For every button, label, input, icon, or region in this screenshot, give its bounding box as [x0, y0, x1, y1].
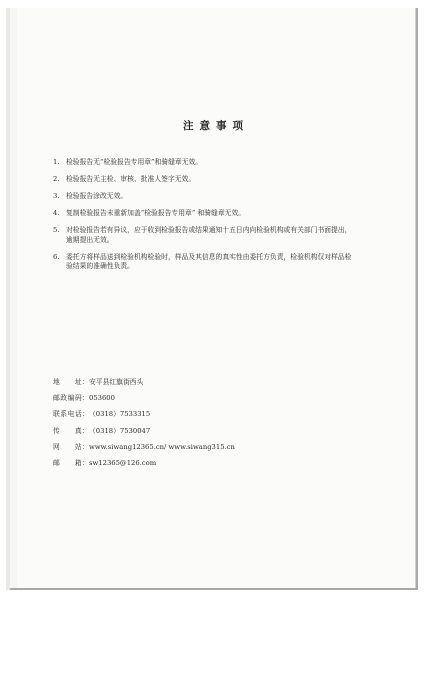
notice-text: 检验报告无“检验报告专用章”和骑缝章无效。: [66, 158, 203, 166]
notice-list: [53, 158, 358, 279]
notice-number: 2.: [53, 175, 60, 183]
contact-fax: [53, 423, 235, 439]
notice-number: 6.: [53, 252, 60, 261]
contact-label: 邮 箱：: [53, 459, 90, 468]
notice-item: [53, 253, 358, 272]
notice-text: 检验报告涂改无效。: [66, 192, 128, 200]
scanned-page: [6, 8, 418, 590]
notice-text: 检验报告无主检、审核、批准人签字无效。: [66, 175, 196, 183]
contact-value: （0318）7533315: [89, 410, 151, 419]
notice-text: 委托方将样品送到检验机构检验时，样品及其信息的真实性由委托方负责，检验机构仅对样品检验结果的准确性负责。: [66, 252, 352, 270]
notice-item: [53, 158, 358, 168]
contact-website: [53, 439, 235, 455]
notice-item: [53, 226, 358, 245]
contact-value: 安平县红旗街西头: [89, 378, 144, 386]
notice-text: 复制检验报告未重新加盖“检验报告专用章” 和骑缝章无效。: [66, 209, 246, 217]
contact-value: （0318）7530047: [89, 426, 151, 435]
contact-label: 网 站：: [53, 442, 90, 451]
contact-address: [53, 374, 235, 390]
contact-value: www.siwang12365.cn/ www.siwang315.cn: [89, 442, 235, 451]
notice-number: 3.: [53, 192, 60, 200]
notice-item: [53, 209, 358, 219]
contact-postcode: [53, 390, 235, 406]
notice-item: [53, 175, 358, 185]
contact-label: 传 真：: [53, 426, 90, 435]
notice-item: [53, 192, 358, 202]
contact-phone: [53, 406, 235, 422]
contact-label: 地 址：: [53, 378, 90, 386]
notice-number: 1.: [53, 158, 60, 166]
contact-block: [53, 374, 235, 471]
notice-number: 5.: [53, 226, 60, 234]
contact-label: 联系电话：: [53, 410, 90, 419]
contact-value: sw12365@126.com: [89, 459, 157, 468]
contact-value: 053600: [89, 394, 115, 403]
notice-text: 对检验报告若有异议，应于收到检验报告或结果通知十五日内向检验机构或有关部门书面提出，逾期提出无效。: [66, 226, 352, 244]
page-left-edge: [6, 8, 10, 590]
document-page: [17, 8, 416, 588]
contact-email: [53, 455, 235, 471]
contact-label: 邮政编码：: [53, 394, 90, 403]
page-title: 注意事项: [183, 120, 249, 132]
notice-number: 4.: [53, 209, 60, 217]
